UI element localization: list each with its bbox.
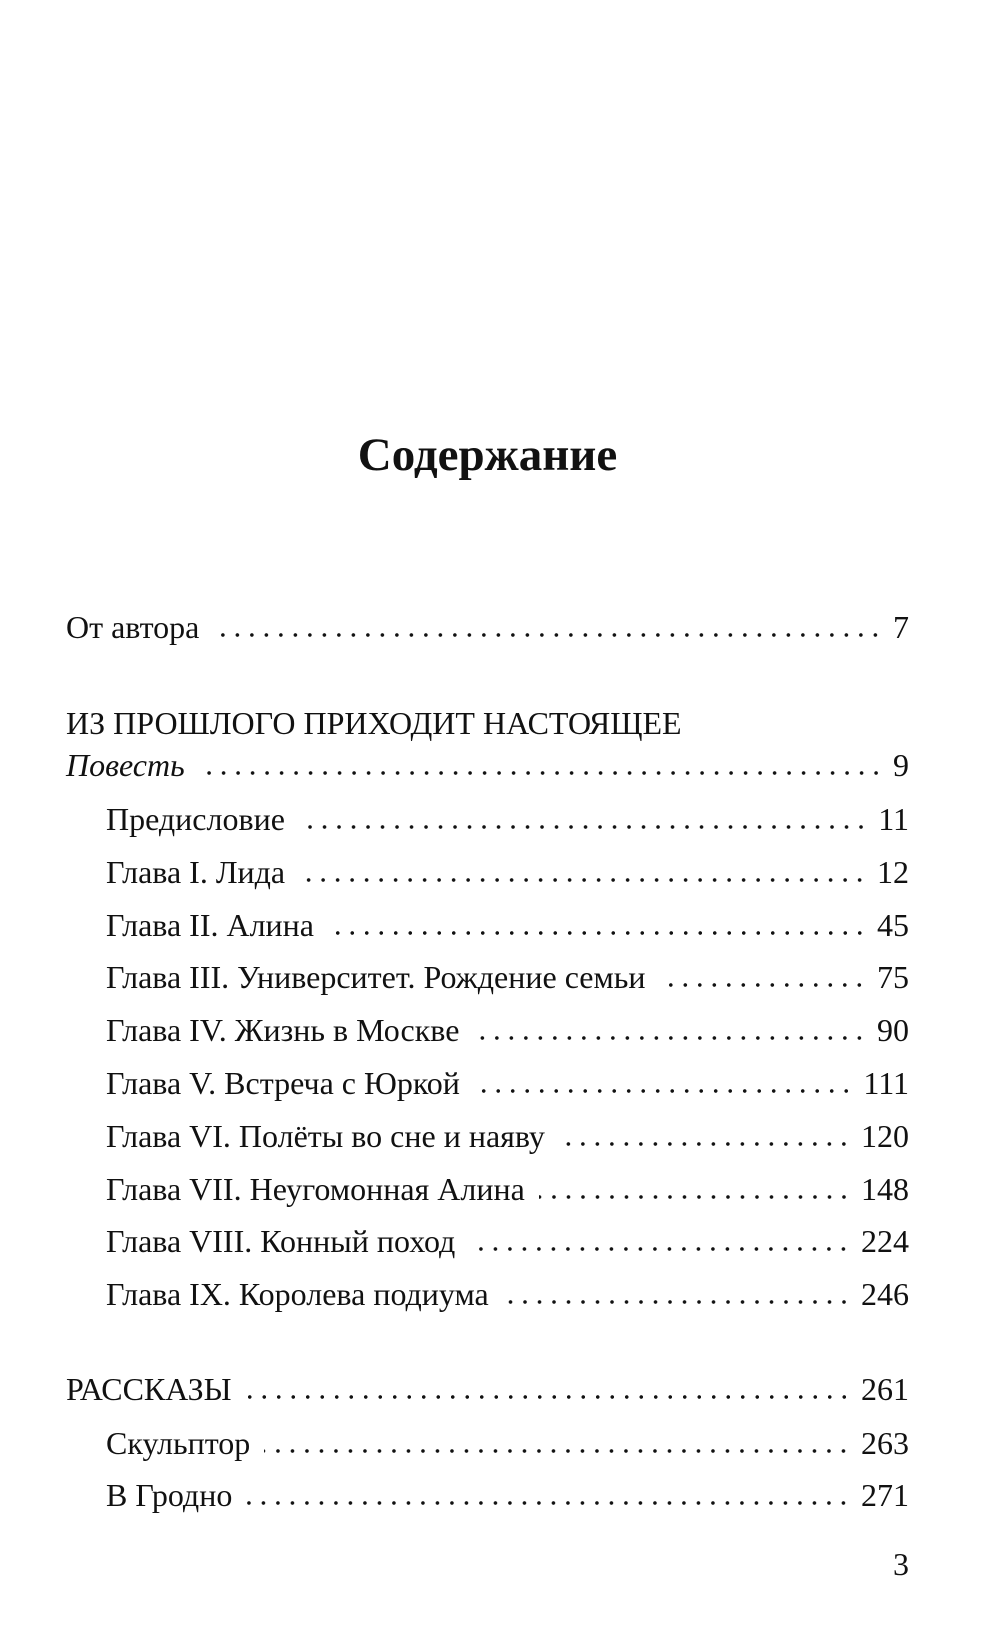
toc-entry-page: 111 <box>863 1065 909 1101</box>
toc-entry-page: 75 <box>877 959 909 996</box>
toc-entry-page: 263 <box>861 1425 909 1461</box>
toc-entry-page: 11 <box>878 801 909 837</box>
toc-entry-label: Глава VII. Неугомонная Алина <box>106 1170 525 1207</box>
dot-leader <box>503 1274 851 1314</box>
page-number: 3 <box>893 1546 909 1582</box>
dot-leader <box>473 1010 867 1050</box>
toc-entry-page: 45 <box>877 906 909 943</box>
toc-entry-label: Глава VI. Полёты во сне и наяву <box>106 1117 545 1154</box>
section-heading-novella: ИЗ ПРОШЛОГО ПРИХОДИТ НАСТОЯЩЕЕ <box>66 705 682 741</box>
toc-entry-label: Глава IX. Королева подиума <box>106 1276 489 1313</box>
toc-entry-page: 271 <box>861 1477 909 1513</box>
toc-entry-page: 90 <box>877 1012 909 1049</box>
toc-entry[interactable] <box>106 1010 909 1050</box>
toc-entry-page: 7 <box>893 609 909 645</box>
toc-entry-page: 12 <box>877 853 909 890</box>
dot-leader <box>659 957 867 997</box>
toc-entry[interactable] <box>106 1423 909 1463</box>
dot-leader <box>559 1116 851 1156</box>
toc-entry-novella[interactable] <box>66 745 909 785</box>
toc-entry[interactable] <box>106 905 909 945</box>
dot-leader <box>213 607 883 647</box>
dot-leader <box>264 1423 851 1463</box>
toc-entry-page: 224 <box>861 1223 909 1260</box>
toc-entry[interactable] <box>106 1274 909 1314</box>
dot-leader <box>199 745 883 785</box>
toc-entry-page: 9 <box>893 747 909 783</box>
dot-leader <box>469 1221 851 1261</box>
toc-entry[interactable] <box>106 1116 909 1156</box>
toc-entry-page: 120 <box>861 1117 909 1154</box>
dot-leader <box>246 1475 851 1515</box>
toc-entry-label: РАССКАЗЫ <box>66 1371 232 1407</box>
dot-leader <box>474 1063 853 1103</box>
dot-leader <box>299 852 867 892</box>
toc-entry-label: Глава I. Лида <box>106 853 286 890</box>
dot-leader <box>246 1369 852 1409</box>
toc-entry-page: 148 <box>861 1170 909 1207</box>
dot-leader <box>539 1169 851 1209</box>
toc-entry[interactable] <box>106 1221 909 1261</box>
dot-leader <box>299 799 868 839</box>
toc-entry-label: Предисловие <box>106 801 285 837</box>
toc-entry-label: Повесть <box>66 747 185 783</box>
toc-entry-label: Глава IV. Жизнь в Москве <box>106 1012 460 1049</box>
toc-entry-label: Глава VIII. Конный поход <box>106 1223 456 1260</box>
toc-entry-stories[interactable] <box>66 1369 909 1409</box>
dot-leader <box>328 905 867 945</box>
toc-entry-label: Глава II. Алина <box>106 906 314 943</box>
page-title: Содержание <box>357 429 618 481</box>
toc-entry-author-note[interactable] <box>66 607 909 647</box>
toc-entry[interactable] <box>106 852 909 892</box>
toc-entry-page: 261 <box>861 1371 909 1407</box>
toc-entry-label: В Гродно <box>106 1477 233 1513</box>
toc-entry[interactable] <box>106 799 909 839</box>
toc-entry-label: Скульптор <box>106 1425 251 1461</box>
toc-entry[interactable] <box>106 1063 909 1103</box>
toc-entry[interactable] <box>106 957 909 997</box>
toc-entry-label: Глава III. Университет. Рождение семьи <box>106 959 646 996</box>
toc-entry-label: Глава V. Встреча с Юркой <box>106 1065 460 1101</box>
toc-entry[interactable] <box>106 1475 909 1515</box>
toc-entry[interactable] <box>106 1169 909 1209</box>
toc-entry-label: От автора <box>66 609 200 645</box>
toc-entry-page: 246 <box>861 1276 909 1313</box>
